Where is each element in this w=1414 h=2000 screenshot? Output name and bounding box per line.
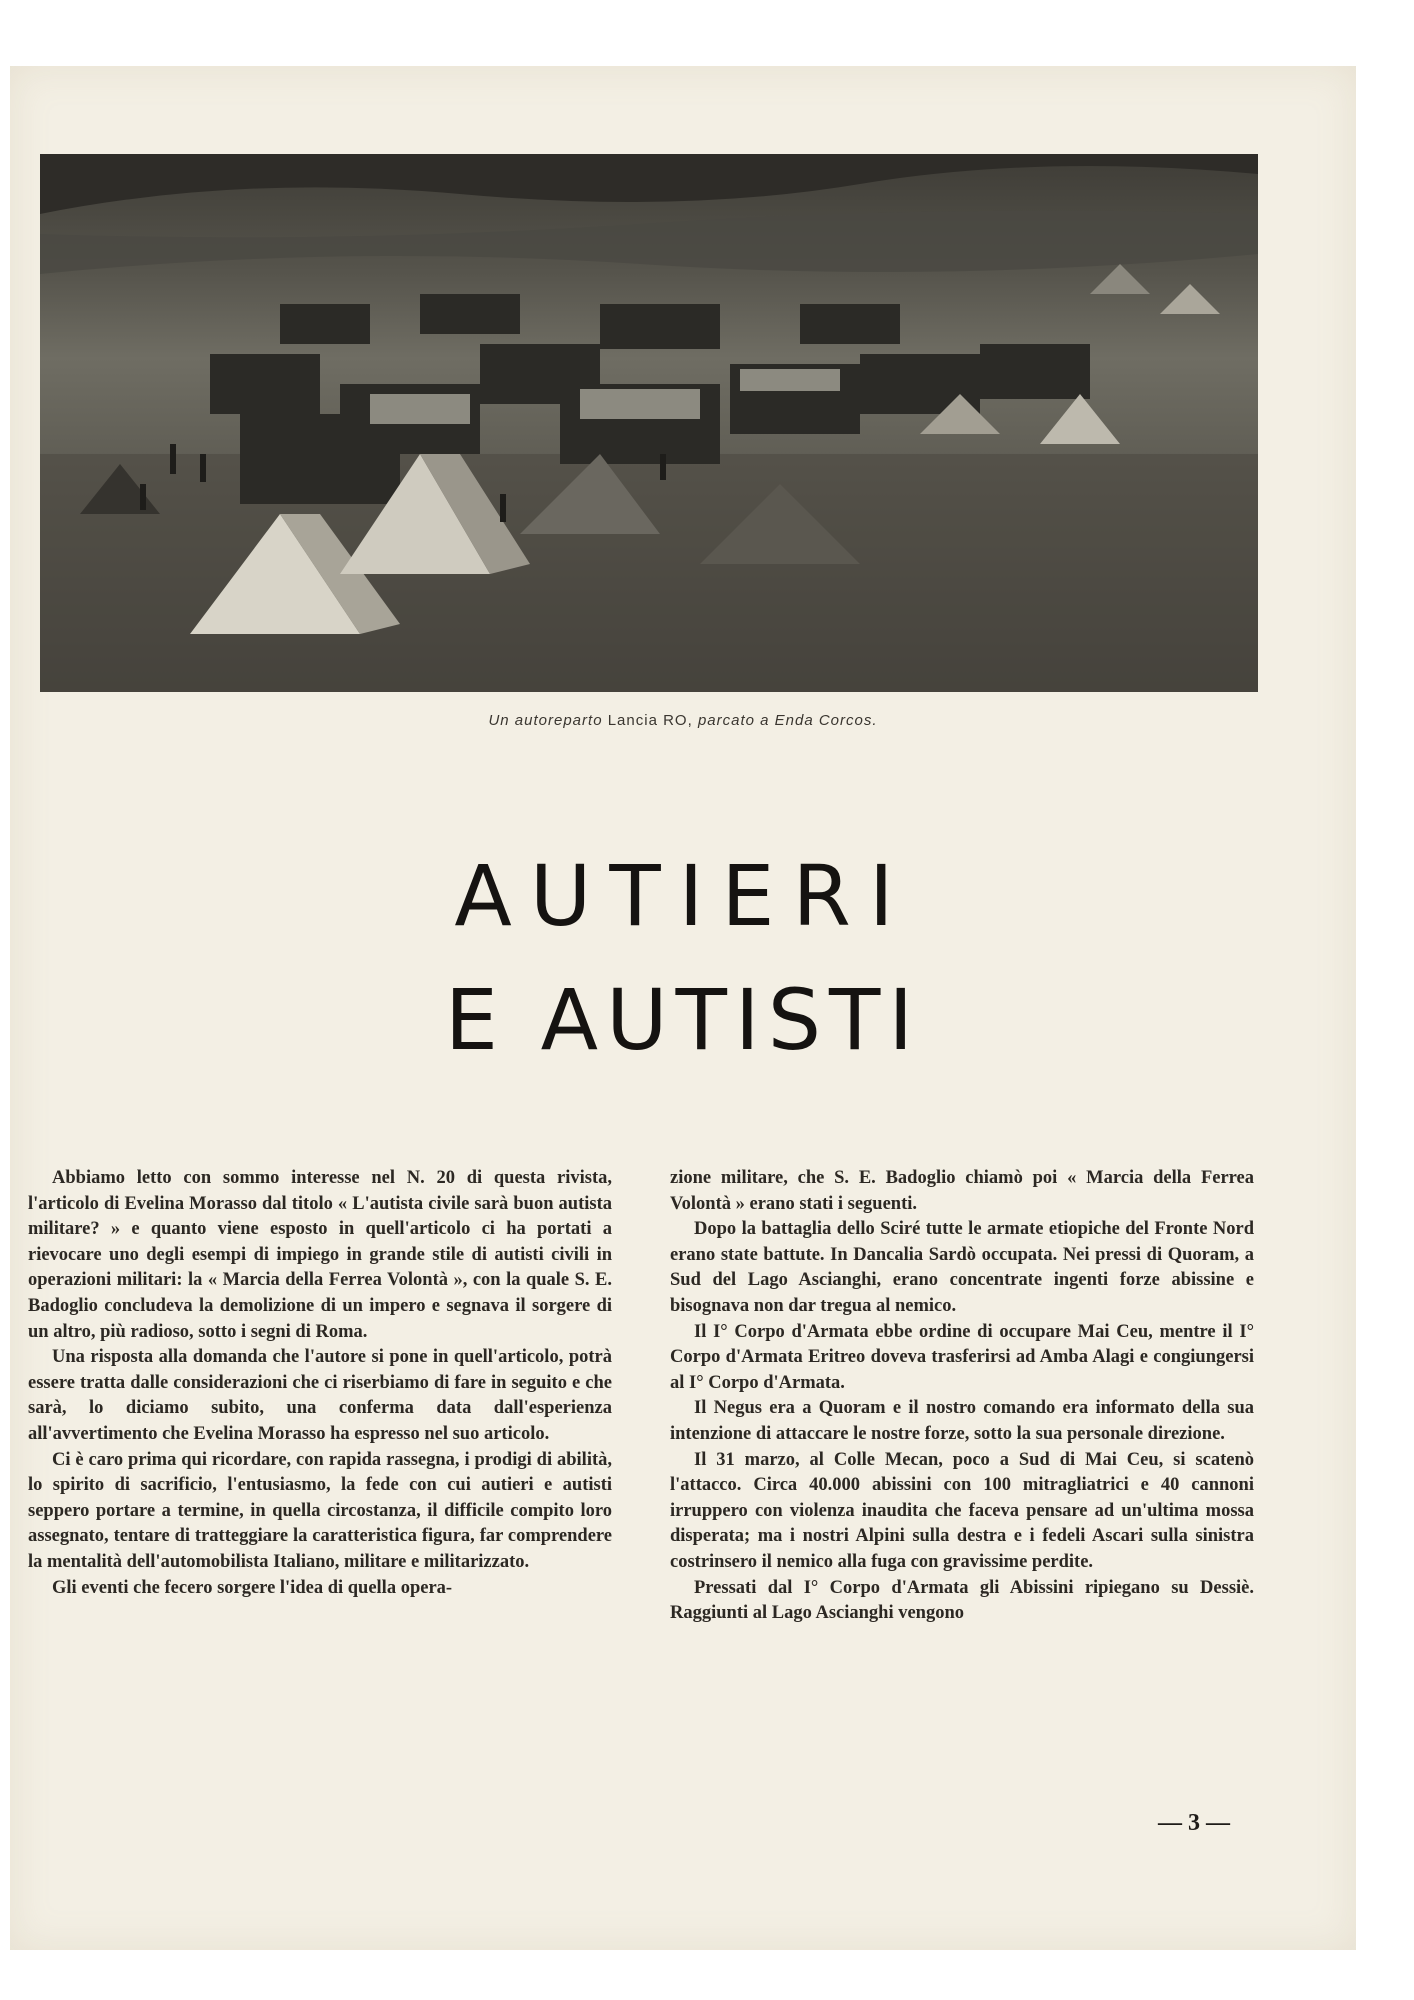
left-column	[28, 1166, 612, 1601]
article-title-line-2: E AUTISTI	[444, 971, 922, 1069]
left-paragraph-1: Abbiamo letto con sommo interesse nel N. 20 di questa rivista, l'articolo di Evelina Morasso dal titolo « L'autista civile sarà buon autista militare? » e quanto viene esposto in quell'articolo ci ha portati a rievocare uno degli esempi di impiego in grande stile di autisti civili in operazioni militari: la « Marcia della Ferrea Volontà », con la quale S. E. Badoglio concludeva la demolizione di un impero e segnava il sorgere di un altro, più radioso, sotto i segni di Roma.	[28, 1168, 612, 1342]
left-paragraph-4: Gli eventi che fecero sorgere l'idea di quella opera-	[52, 1577, 453, 1598]
left-paragraph-2: Una risposta alla domanda che l'autore si pone in quell'articolo, potrà essere tratta dalle considerazioni che ci riserbiamo di fare in seguito e che sarà, lo diciamo subito, una conferma data dall'esperienza all'avvertimento che Evelina Morasso ha espresso nel suo articolo.	[28, 1347, 612, 1444]
page-number: — 3 —	[1158, 1810, 1230, 1836]
caption-part-2: Lancia RO,	[607, 712, 693, 729]
left-paragraph-3: Ci è caro prima qui ricordare, con rapida rassegna, i prodigi di abilità, lo spirito di sacrificio, l'entusiasmo, la fede con cui autieri e autisti seppero portare a termine, in quella circostanza, il difficile compito loro assegnato, tentare di tratteggiare la caratteristica figura, far comprendere la mentalità dell'automobilista Italiano, militare e militarizzato.	[28, 1449, 612, 1572]
right-paragraph-4: Il Negus era a Quoram e il nostro comando era informato della sua intenzione di attaccare le nostre forze, sotto la sua personale direzione.	[670, 1398, 1254, 1444]
caption-part-3: parcato a Enda Corcos.	[697, 712, 878, 729]
right-paragraph-6: Pressati dal I° Corpo d'Armata gli Abissini ripiegano su Dessiè. Raggiunti al Lago Ascianghi vengono	[670, 1577, 1254, 1624]
right-paragraph-2: Dopo la battaglia dello Sciré tutte le armate etiopiche del Fronte Nord erano state battute. In Dancalia Sardò occupata. Nei pressi di Quoram, a Sud del Lago Ascianghi, erano concentrate ingenti forze abissine e bisognava non dar tregua al nemico.	[670, 1219, 1254, 1316]
right-paragraph-5: Il 31 marzo, al Colle Mecan, poco a Sud di Mai Ceu, si scatenò l'attacco. Circa 40.000 abissini con 100 mitragliatrici e 40 cannoni irruppero con violenza inaudita che faceva pensare ad un'ultima mossa disperata; ma i nostri Alpini sulla destra e i fedeli Ascari sulla sinistra costrinsero il nemico alla fuga con gravissime perdite.	[670, 1449, 1254, 1572]
magazine-page	[10, 66, 1356, 1950]
article-title-line-1: AUTIERI	[454, 847, 912, 945]
right-paragraph-3: Il I° Corpo d'Armata ebbe ordine di occupare Mai Ceu, mentre il I° Corpo d'Armata Eritreo doveva trasferirsi ad Amba Alagi e congiungersi al I° Corpo d'Armata.	[670, 1321, 1254, 1393]
camp-photo-illustration	[40, 154, 1258, 692]
right-paragraph-1: zione militare, che S. E. Badoglio chiamò poi « Marcia della Ferrea Volontà » erano stati i seguenti.	[670, 1168, 1254, 1214]
photo-caption	[10, 712, 1356, 729]
camp-photo	[40, 154, 1258, 692]
right-column	[670, 1166, 1254, 1627]
caption-part-1: Un autoreparto	[488, 712, 603, 729]
